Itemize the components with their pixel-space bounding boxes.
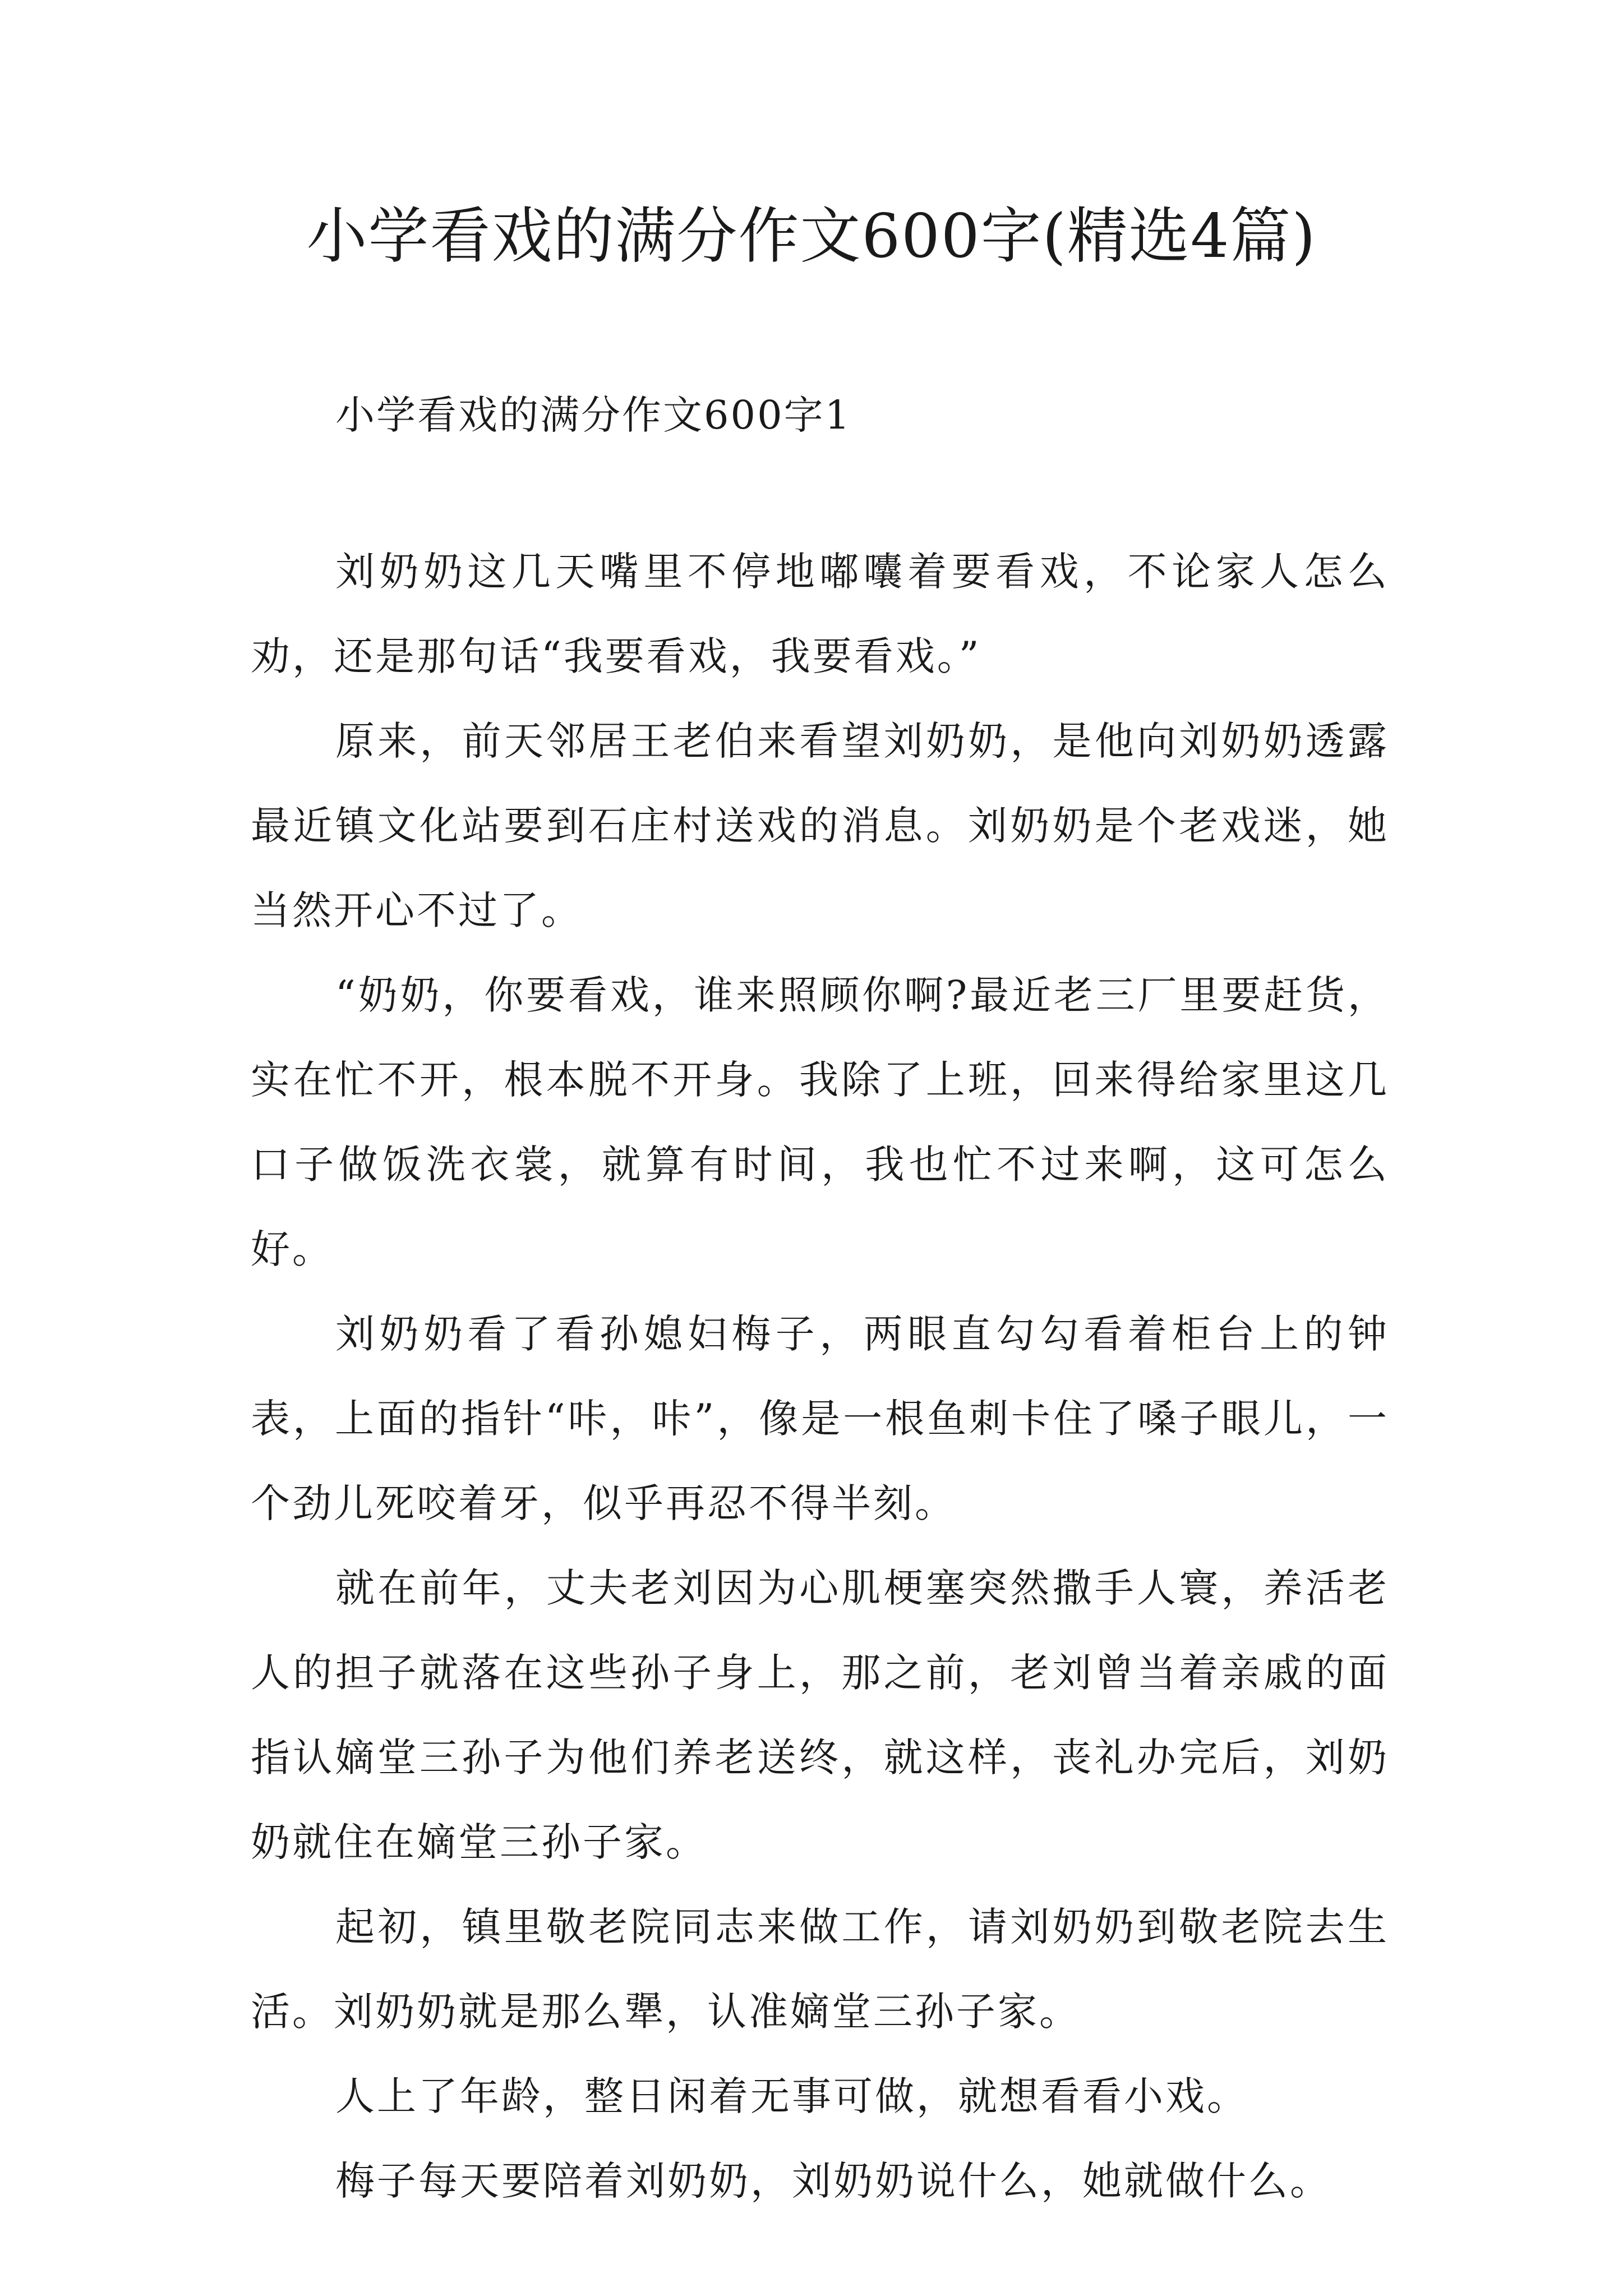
essay-heading: 小学看戏的满分作文600字1 xyxy=(335,392,852,438)
paragraph: 刘奶奶这几天嘴里不停地嘟囔着要看戏，不论家人怎么劝，还是那句话“我要看戏，我要看戏。” xyxy=(251,549,1389,679)
document-body xyxy=(251,530,1389,2224)
paragraph: 梅子每天要陪着刘奶奶，刘奶奶说什么，她就做什么。 xyxy=(335,2158,1331,2204)
paragraph: 原来，前天邻居王老伯来看望刘奶奶，是他向刘奶奶透露最近镇文化站要到石庄村送戏的消息。刘奶奶是个老戏迷，她当然开心不过了。 xyxy=(251,718,1389,933)
paragraph: 起初，镇里敬老院同志来做工作，请刘奶奶到敬老院去生活。刘奶奶就是那么犟，认准嫡堂三孙子家。 xyxy=(251,1904,1389,2035)
document-title: 小学看戏的满分作文600字(精选4篇) xyxy=(306,201,1317,272)
paragraph: “奶奶，你要看戏，谁来照顾你啊?最近老三厂里要赶货，实在忙不开，根本脱不开身。我除了上班，回来得给家里这几口子做饭洗衣裳，就算有时间，我也忙不过来啊，这可怎么好。 xyxy=(251,972,1389,1272)
paragraph: 人上了年龄，整日闲着无事可做，就想看看小戏。 xyxy=(335,2073,1248,2119)
paragraph: 就在前年，丈夫老刘因为心肌梗塞突然撒手人寰，养活老人的担子就落在这些孙子身上，那之前，老刘曾当着亲戚的面指认嫡堂三孙子为他们养老送终，就这样，丧礼办完后，刘奶奶就住在嫡堂三孙子家。 xyxy=(251,1565,1389,1865)
paragraph: 刘奶奶看了看孙媳妇梅子，两眼直勾勾看着柜台上的钟表，上面的指针“咔，咔”，像是一根鱼刺卡住了嗓子眼儿，一个劲儿死咬着牙，似乎再忍不得半刻。 xyxy=(251,1311,1389,1526)
